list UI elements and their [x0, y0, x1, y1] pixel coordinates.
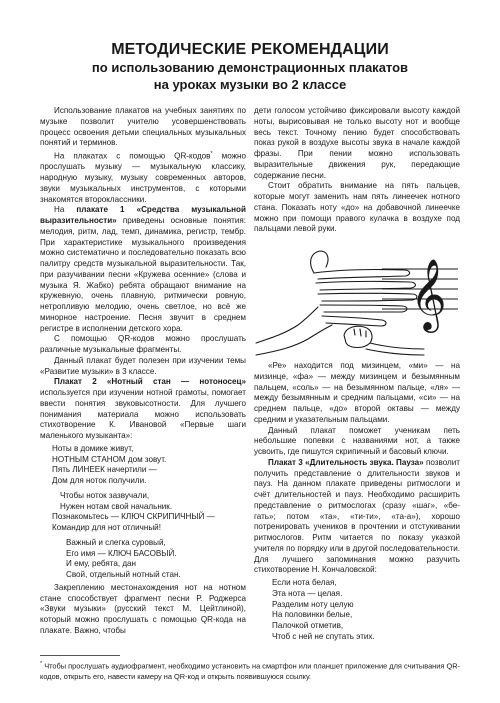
poem-line: Познакомьтесь — КЛЮЧ СКРИПИЧНЫЙ —	[52, 512, 215, 522]
paragraph: «Ре» находится под мизинцем, «ми» — на мизинце, «фа» — между мизинцем и безымянным пальцем, «соль» — на безымянном пальце, «ля» — между безымянным и средним пальцами, «си» — на среднем пальце, «до» второй октавы — между средним и указательным пальцами.	[254, 361, 460, 424]
footnote-divider	[40, 655, 120, 656]
poem-line: Важный и слегка суровый,	[66, 537, 166, 547]
footnote	[40, 659, 460, 682]
footnote-ref: *	[210, 151, 213, 157]
footnote-mark: *	[40, 661, 43, 667]
paragraph: На плакате 1 «Средства музыкальной выразительности» приведены основные понятия: мелодия, ритм, лад, темп, динамика, регистр, тембр. При характеристике музыкального произведения можно систематично и последовательно показать всю палитру средств музыкальной выразительности. Так, при разучивании песни «Кружева осенние» (слова и музыка Я. Жабко) ребята обращают внимание на кружевную, очень плавную, ритмически ровную, нетропливую мелодию, очень светлое, но всё же минорное настроение. Песня звучит в среднем регистре в исполнении детского хора.	[40, 205, 246, 333]
footnote-text: Чтобы прослушать аудиофрагмент, необходимо установить на смартфон или планшет приложение для считывания QR-кодов, открыть его, навести камеру на QR-код и открыть появившуюся ссылку.	[40, 661, 460, 681]
poem-line: Командир для нот отличный!	[52, 523, 161, 533]
poem-line: Палочкой отметив,	[272, 621, 344, 630]
paragraph: Плакат 2 «Нотный стан — нотоносец» используется при изучении нотной грамоты, помогает ввести понятия звуковысотности. Для лучшего понимания материала можно использовать стихотворение К. Ивановой «Первые шаги маленького музыканта»:	[40, 377, 246, 441]
paragraph: Данный плакат будет полезен при изучении темы «Развитие музыки» в 3 классе.	[40, 355, 246, 376]
poem-konchalovskaya	[254, 578, 460, 643]
poem-line: Свой, отдельный нотный стан.	[66, 570, 181, 580]
poem-line: Эта нота — целая.	[272, 588, 343, 598]
paragraph: Данный плакат поможет ученикам петь небольшие попевки с названиями нот, а также усвоить, где пишутся скрипичный и басовый ключи.	[254, 425, 460, 456]
hand-staff-drawing	[254, 239, 460, 357]
poem-line: Разделим ноту целую	[272, 599, 354, 609]
poem-line: Ноты в домике живут,	[52, 443, 134, 453]
paragraph: Использование плакатов на учебных занятиях по музыке позволит учителю усовершенствовать процесс освоения детьми специальных музыкальных понятий и терминов.	[40, 106, 246, 148]
paragraph: Стоит обратить внимание на пять пальцев, которые могут заменить нам пять линеечек нотного стана. Показать ноту «до» на добавочной линеечке можно при помощи правого кулачка в воздухе под пальцами левой руки.	[254, 181, 460, 234]
poem-line: Если нота белая,	[272, 578, 337, 587]
paragraph: С помощью QR-кодов можно прослушать различные музыкальные фрагменты.	[40, 334, 246, 355]
paragraph: На плакатах с помощью QR-кодов* можно прослушать музыку — музыкальную классику, народную музыку, музыку современных авторов, звуки музыкальных инструментов, с которыми знакомятся второклассники.	[40, 151, 246, 204]
poem-line: Чтоб с ней не спутать этих.	[272, 631, 375, 641]
poem-line: На половинки белые,	[272, 610, 353, 620]
poster-2-title: Плакат 2 «Нотный стан — нотоносец»	[54, 377, 246, 387]
poster-3-title: Плакат 3 «Длительность звука. Пауза»	[268, 457, 424, 467]
hand-staff-illustration	[254, 239, 460, 357]
paragraph: Плакат 3 «Длительность звука. Пауза» позволит получить представление о длительности звуков и пауз. На данном плакате приведены ритмослоги и счёт длительностей и пауз. Необходимо расширить представление о ритмослогах (сразу «шаг», «бе-гать»; потом «та», «ти-ти», «та-а»), хорошо потренировать учеников в прочтении и отстукивании ритмослогов. Ритм читается по показу указкой учителя по порядку или в другой последовательности. Для лучшего запоминания можно разучить стихотворение Н. Кончаловской:	[254, 457, 460, 575]
poem-ivanova	[40, 444, 246, 581]
poem-line: НОТНЫМ СТАНОМ дом зовут.	[52, 454, 167, 464]
right-column	[254, 106, 460, 645]
poem-line: Чтобы ноток зазвучали,	[60, 490, 150, 500]
poster-1-title: плакате 1 «Средства музыкальной выразительности»	[40, 205, 246, 226]
poem-line: Дом для ноток получили.	[52, 476, 147, 486]
page-subtitle-2: на уроках музыки во 2 классе	[153, 77, 347, 92]
page-title: МЕТОДИЧЕСКИЕ РЕКОМЕНДАЦИИ	[111, 41, 389, 58]
page-subtitle-1: по использованию демонстрационных плакатов	[91, 60, 409, 75]
poem-line: Пять ЛИНЕЕК начертили —	[52, 465, 157, 475]
poem-line: Нужен нотам свой начальник.	[60, 501, 173, 511]
paragraph: Закреплению местонахождения нот на нотном стане способствует фрагмент песни Р. Роджерса «Звуки музыки» (русский текст М. Цейтлиной), который можно прослушать с помощью QR-кода на плакате. Важно, чтобы	[40, 582, 246, 635]
paragraph: дети голосом устойчиво фиксировали высоту каждой ноты, вырисовывая не только высоту нот и вообще весь текст. Точному пению будет способствовать показ рукой в воздухе высоты звука в начале каждой фразы. При пении можно использовать выразительные движения рук, передающие содержание песни.	[254, 106, 460, 180]
treble-clef-icon: 𝄞	[410, 257, 447, 330]
poem-line: Его имя — КЛЮЧ БАСОВЫЙ.	[66, 548, 177, 558]
poem-line: И ему, ребята, дан	[66, 559, 137, 569]
left-column	[40, 106, 246, 637]
